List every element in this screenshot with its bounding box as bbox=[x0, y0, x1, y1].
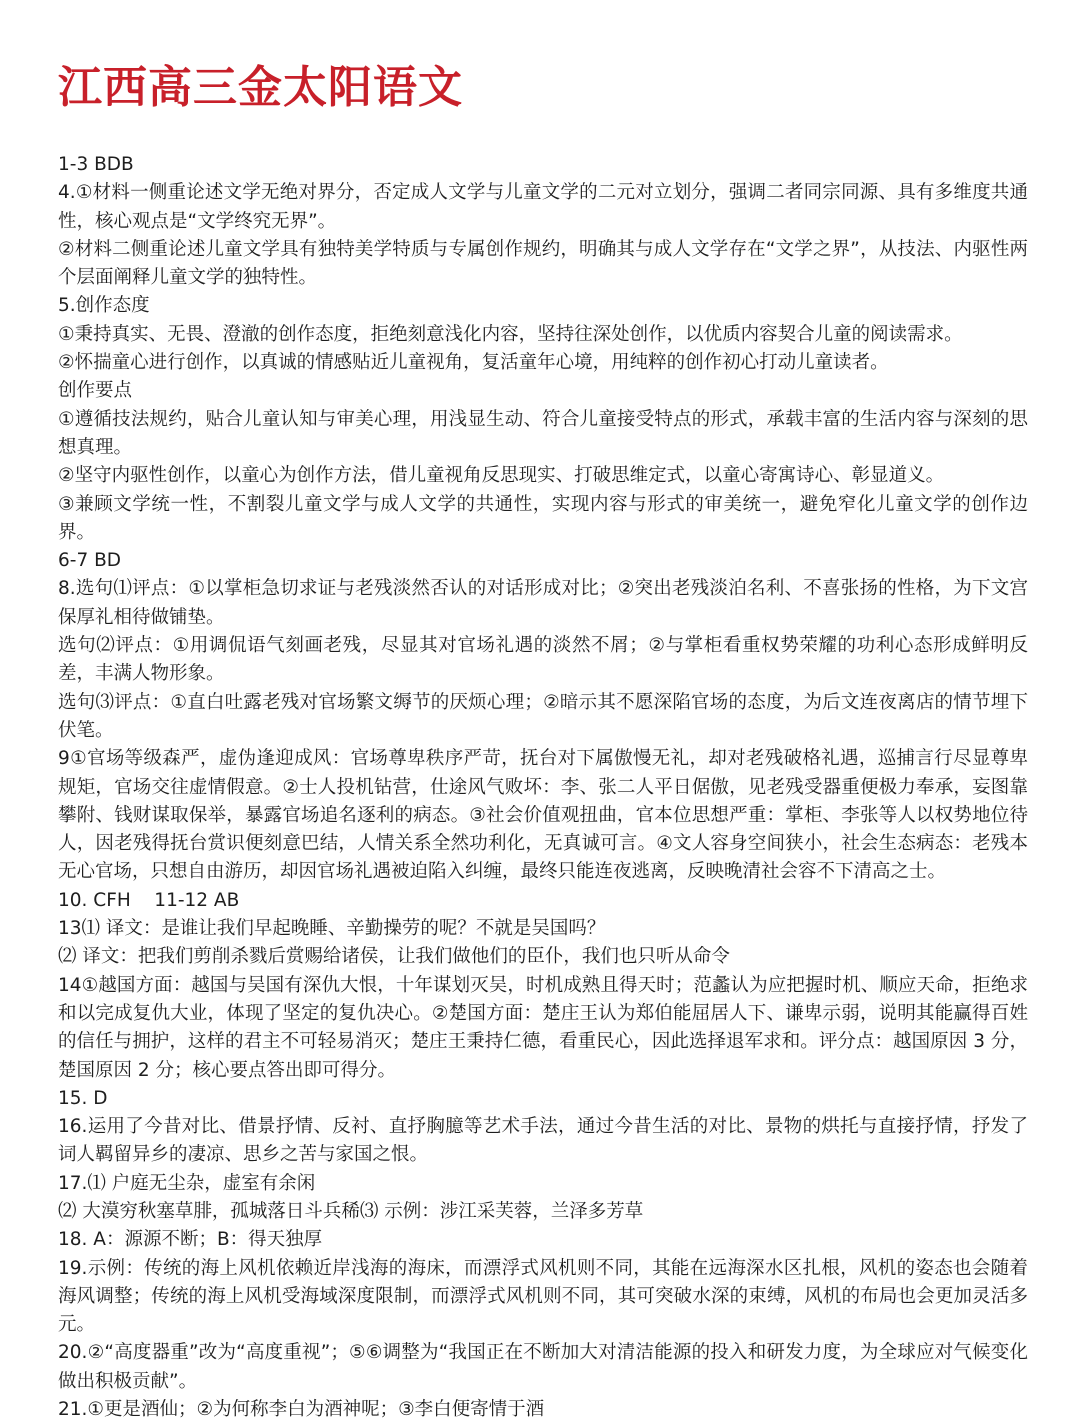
answer-line: 17.⑴ 户庭无尘杂，虚室有余闲 bbox=[58, 1172, 316, 1194]
answer-line: 8.选句⑴评点：①以掌柜急切求证与老残淡然否认的对话形成对比；②突出老残淡泊名利、不喜张扬的性格，为下文宫保厚礼相待做铺垫。 bbox=[58, 578, 1028, 628]
answer-line: 5.创作态度 bbox=[58, 295, 150, 317]
answer-line: ⑵ 大漠穷秋塞草腓，孤城落日斗兵稀⑶ 示例：涉江采芙蓉，兰泽多芳草 bbox=[58, 1200, 644, 1222]
answer-line: 18. A：源源不断；B：得天独厚 bbox=[58, 1229, 323, 1251]
answer-line: 10. CFH 11-12 AB bbox=[58, 889, 240, 911]
answer-line: 6-7 BD bbox=[58, 550, 122, 572]
answer-line: 选句⑶评点：①直白吐露老残对官场繁文缛节的厌烦心理；②暗示其不愿深陷官场的态度，为后文连夜离店的情节埋下伏笔。 bbox=[58, 691, 1028, 741]
answer-line: ①秉持真实、无畏、澄澈的创作态度，拒绝刻意浅化内容，坚持往深处创作，以优质内容契合儿童的阅读需求。 bbox=[58, 323, 963, 345]
answer-line: 16.运用了今昔对比、借景抒情、反衬、直抒胸臆等艺术手法，通过今昔生活的对比、景物的烘托与直接抒情，抒发了词人羁留异乡的凄凉、思乡之苦与家国之恨。 bbox=[58, 1116, 1028, 1166]
answer-line: 4.①材料一侧重论述文学无绝对界分，否定成人文学与儿童文学的二元对立划分，强调二者同宗同源、具有多维度共通性，核心观点是“文学终究无界”。 bbox=[58, 182, 1028, 232]
page-title: 江西高三金太阳语文 bbox=[58, 62, 463, 113]
answer-line: 9①官场等级森严，虚伪逢迎成风：官场尊卑秩序严苛，抚台对下属傲慢无礼，却对老残破格礼遇，巡捕言行尽显尊卑规矩，官场交往虚情假意。②士人投机钻营，仕途风气败坏：李、张二人平日倨傲，见老残受器重便极力奉承，妄图靠攀附、钱财谋取保举，暴露官场追名逐利的病态。③社会价值观扭曲，官本位思想严重：掌柜、李张等人以权势地位待人，因老残得抚台赏识便刻意巴结，人情关系全然功利化，无真诚可言。④文人容身空间狭小，社会生态病态：老残本无心官场，只想自由游历，却因官场礼遇被迫陷入纠缠，最终只能连夜逃离，反映晚清社会容不下清高之士。 bbox=[58, 748, 1028, 883]
answer-line: 14①越国方面：越国与吴国有深仇大恨，十年谋划灭吴，时机成熟且得天时；范蠡认为应把握时机、顺应天命，拒绝求和以完成复仇大业，体现了坚定的复仇决心。②楚国方面：楚庄王认为郑伯能屈居人下、谦卑示弱，说明其能赢得百姓的信任与拥护，这样的君主不可轻易消灭；楚庄王秉持仁德，看重民心，因此选择退军求和。评分点：越国原因 3 分，楚国原因 2 分；核心要点答出即可得分。 bbox=[58, 974, 1028, 1081]
answer-line: 13⑴ 译文：是谁让我们早起晚睡、辛勤操劳的呢？不就是吴国吗？ bbox=[58, 918, 606, 940]
answer-line: 选句⑵评点：①用调侃语气刻画老残，尽显其对官场礼遇的淡然不屑；②与掌柜看重权势荣耀的功利心态形成鲜明反差，丰满人物形象。 bbox=[58, 635, 1028, 685]
answer-line: 21.①更是酒仙；②为何称李白为酒神呢；③李白便寄情于酒 bbox=[58, 1399, 545, 1421]
answer-line: ②材料二侧重论述儿童文学具有独特美学特质与专属创作规约，明确其与成人文学存在“文学之界”，从技法、内驱性两个层面阐释儿童文学的独特性。 bbox=[58, 238, 1028, 289]
answer-line: ②坚守内驱性创作，以童心为创作方法，借儿童视角反思现实、打破思维定式，以童心寄寓诗心、彰显道义。 bbox=[58, 465, 945, 487]
answer-key-body bbox=[58, 151, 1028, 1424]
answer-line: ⑵ 译文：把我们剪削杀戮后赏赐给诸侯，让我们做他们的臣仆，我们也只听从命令 bbox=[58, 946, 730, 968]
answer-line: 1-3 BDB bbox=[58, 154, 134, 175]
answer-line: ②怀揣童心进行创作，以真诚的情感贴近儿童视角，复活童年心境，用纯粹的创作初心打动儿童读者。 bbox=[58, 352, 889, 374]
answer-line: ③兼顾文学统一性，不割裂儿童文学与成人文学的共通性，实现内容与形式的审美统一，避免窄化儿童文学的创作边界。 bbox=[58, 493, 1028, 543]
answer-line: 19.示例：传统的海上风机依赖近岸浅海的海床，而漂浮式风机则不同，其能在远海深水区扎根，风机的姿态也会随着海风调整；传统的海上风机受海域深度限制，而漂浮式风机则不同，其可突破水深的束缚，风机的布局也会更加灵活多元。 bbox=[58, 1257, 1028, 1336]
answer-line: 创作要点 bbox=[58, 380, 133, 402]
answer-line: 15. D bbox=[58, 1087, 108, 1109]
answer-line: ①遵循技法规约，贴合儿童认知与审美心理，用浅显生动、符合儿童接受特点的形式，承载丰富的生活内容与深刻的思想真理。 bbox=[58, 408, 1028, 458]
answer-line: 20.②“高度器重”改为“高度重视”；⑤⑥调整为“我国正在不断加大对清洁能源的投入和研发力度，为全球应对气候变化做出积极贡献”。 bbox=[58, 1342, 1028, 1392]
